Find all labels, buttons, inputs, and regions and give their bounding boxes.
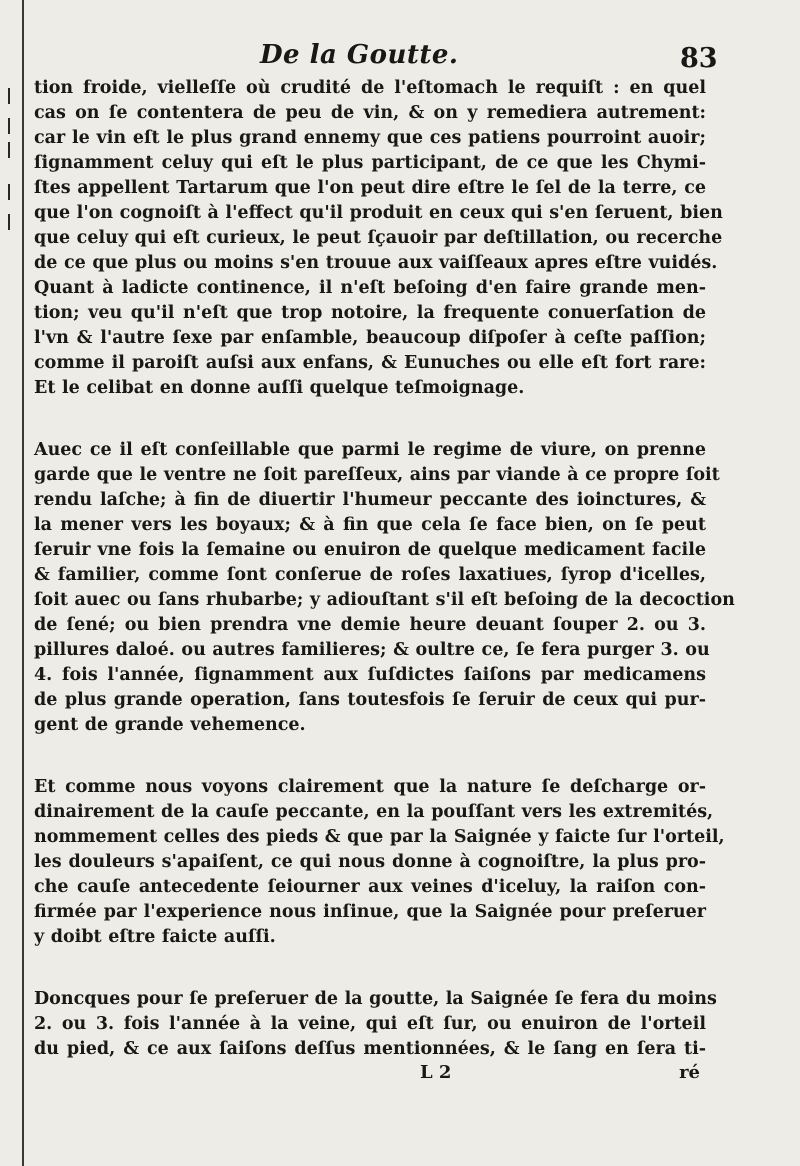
text-line: 2. ou 3. fois l'année à la veine, qui eſt ſur, ou enuiron de l'orteil bbox=[34, 1014, 706, 1034]
page-header bbox=[34, 40, 710, 76]
text-line: car le vin eſt le plus grand ennemy que ces patiens pourroint auoir; bbox=[34, 128, 706, 148]
text-line: nommement celles des pieds & que par la Saignée y faicte ſur l'orteil, bbox=[34, 827, 725, 847]
text-line: que l'on cognoiſt à l'effect qu'il produit en ceux qui s'en ſeruent, bien bbox=[34, 203, 723, 223]
text-line: firmée par l'experience nous inſinue, que la Saignée pour preſeruer bbox=[34, 902, 706, 922]
text-line: rendu laſche; à fin de diuertir l'humeur peccante des ioinctures, & bbox=[34, 490, 706, 510]
text-line: Auec ce il eſt conſeillable que parmi le regime de viure, on prenne bbox=[34, 440, 706, 460]
binding-gutter-line bbox=[22, 0, 24, 1166]
text-line: les douleurs s'apaiſent, ce qui nous donne à cognoiſtre, la plus pro- bbox=[34, 852, 706, 872]
text-line: Quant à ladicte continence, il n'eſt beſoing d'en faire grande men- bbox=[34, 278, 706, 298]
gutter-mark bbox=[8, 88, 10, 104]
text-line: che cauſe antecedente ſeiourner aux veines d'iceluy, la raiſon con- bbox=[34, 877, 706, 897]
text-line: ſoit auec ou ſans rhubarbe; y adiouſtant s'il eſt beſoing de la decoction bbox=[34, 590, 735, 610]
text-line: ſeruir vne fois la ſemaine ou enuiron de quelque medicament facile bbox=[34, 540, 706, 560]
text-line: 4. fois l'année, ſignamment aux ſuſdictes ſaiſons par medicamens bbox=[34, 665, 706, 685]
page-number: 83 bbox=[680, 43, 718, 74]
page-footer bbox=[34, 1062, 706, 1092]
paragraph-gap bbox=[34, 950, 706, 987]
paragraph-gap bbox=[34, 401, 706, 438]
text-line: pillures daloé. ou autres familieres; & oultre ce, ſe fera purger 3. ou bbox=[34, 640, 710, 660]
text-line: garde que le ventre ne ſoit pareſſeux, ains par viande à ce propre ſoit bbox=[34, 465, 720, 485]
paragraph bbox=[34, 775, 725, 950]
text-line: tion froide, vielleſſe où crudité de l'eſtomach le requiſt : en quel bbox=[34, 78, 706, 98]
signature-mark: L 2 bbox=[420, 1062, 452, 1083]
gutter-mark bbox=[8, 118, 10, 134]
page-body bbox=[34, 76, 735, 1062]
paragraph bbox=[34, 987, 717, 1062]
text-line: Et le celibat en donne auſſi quelque teſmoignage. bbox=[34, 378, 525, 398]
text-line: Doncques pour ſe preſeruer de la goutte, la Saignée ſe fera du moins bbox=[34, 989, 717, 1009]
text-line: gent de grande vehemence. bbox=[34, 715, 306, 735]
text-line: dinairement de la cauſe peccante, en la pouſſant vers les extremités, bbox=[34, 802, 714, 822]
text-line: de ſené; ou bien prendra vne demie heure deuant ſouper 2. ou 3. bbox=[34, 615, 706, 635]
gutter-mark bbox=[8, 184, 10, 200]
text-line: du pied, & ce aux ſaiſons deſſus mentionnées, & le ſang en ſera ti- bbox=[34, 1039, 706, 1059]
text-line: ſtes appellent Tartarum que l'on peut dire eſtre le ſel de la terre, ce bbox=[34, 178, 706, 198]
text-line: l'vn & l'autre ſexe par enſamble, beaucoup diſpoſer à ceſte paſſion; bbox=[34, 328, 706, 348]
gutter-mark bbox=[8, 142, 10, 158]
text-line: que celuy qui eſt curieux, le peut ſçauoir par deſtillation, ou recerche bbox=[34, 228, 723, 248]
catchword: ré bbox=[679, 1062, 700, 1083]
paragraph bbox=[34, 76, 723, 401]
text-line: la mener vers les boyaux; & à fin que cela ſe face bien, on ſe peut bbox=[34, 515, 706, 535]
running-title: De la Goutte. bbox=[260, 40, 459, 70]
text-line: comme il paroiſt auſsi aux enfans, & Eunuches ou elle eſt fort rare: bbox=[34, 353, 706, 373]
paragraph-gap bbox=[34, 738, 706, 775]
paragraph bbox=[34, 438, 735, 738]
text-line: de plus grande operation, ſans toutesfois ſe ſeruir de ceux qui pur- bbox=[34, 690, 706, 710]
gutter-mark bbox=[8, 214, 10, 230]
text-line: ſignamment celuy qui eſt le plus participant, de ce que les Chymi- bbox=[34, 153, 706, 173]
text-line: cas on ſe contentera de peu de vin, & on y remediera autrement: bbox=[34, 103, 706, 123]
text-line: y doibt eſtre faicte auſſi. bbox=[34, 927, 276, 947]
text-line: de ce que plus ou moins s'en trouue aux vaiſſeaux apres eſtre vuidés. bbox=[34, 253, 718, 273]
text-line: Et comme nous voyons clairement que la nature ſe deſcharge or- bbox=[34, 777, 706, 797]
text-line: & familier, comme ſont conſerue de roſes laxatiues, ſyrop d'icelles, bbox=[34, 565, 706, 585]
text-line: tion; veu qu'il n'eſt que trop notoire, la frequente conuerſation de bbox=[34, 303, 706, 323]
